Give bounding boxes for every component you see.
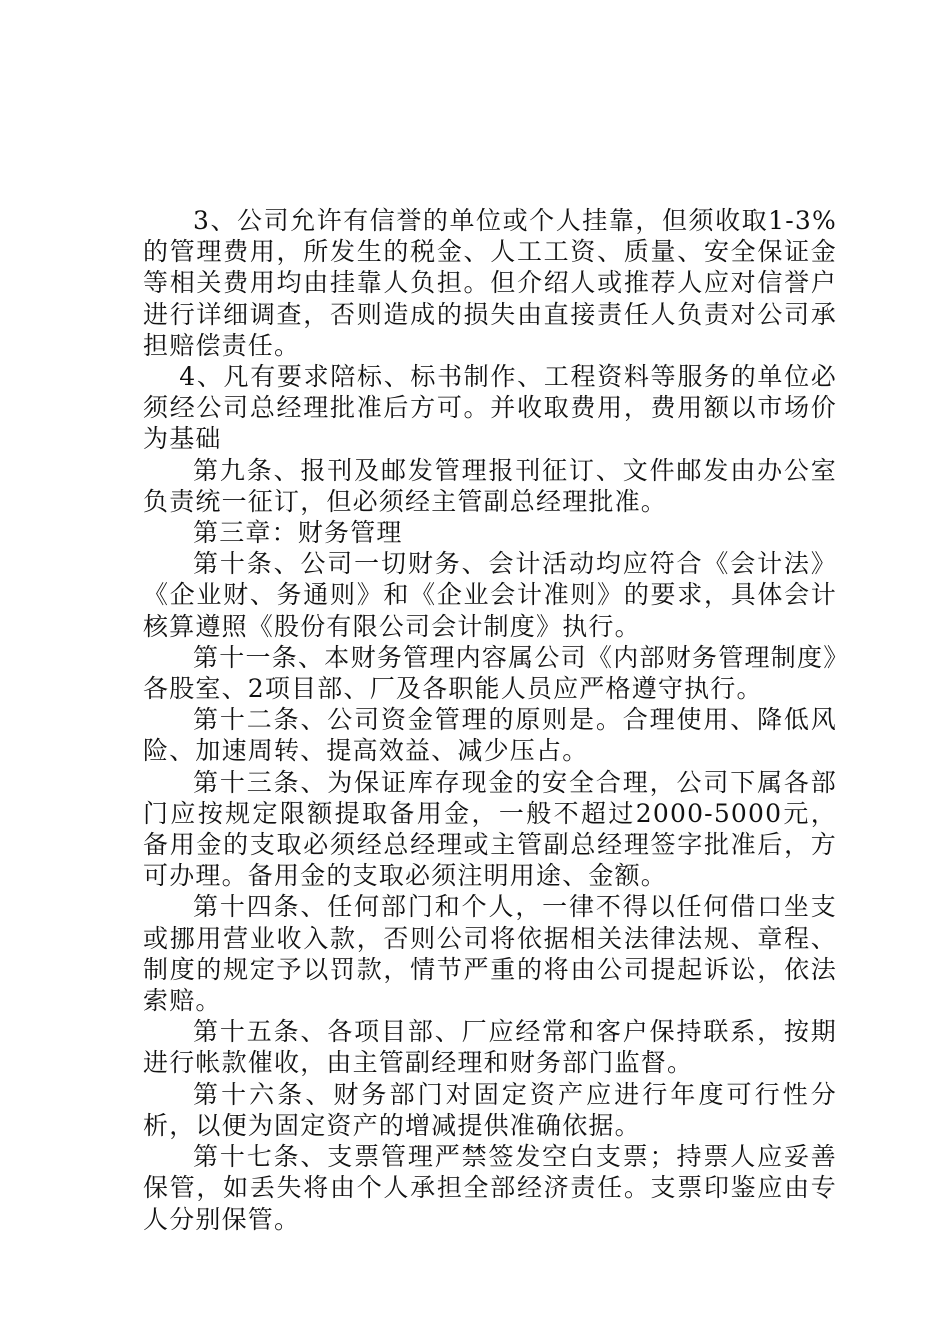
paragraph-article-14: 第十四条、任何部门和个人，一律不得以任何借口坐支或挪用营业收入款，否则公司将依据相关法律法规、章程、制度的规定予以罚款，情节严重的将由公司提起诉讼，依法索赔。 [143,892,837,1016]
paragraph-article-12: 第十二条、公司资金管理的原则是。合理使用、降低风险、加速周转、提高效益、减少压占。 [143,705,837,766]
chapter-heading: 第三章：财务管理 [193,518,403,548]
paragraph-article-10: 第十条、公司一切财务、会计活动均应符合《会计法》《企业财、务通则》和《企业会计准则》的要求，具体会计核算遵照《股份有限公司会计制度》执行。 [143,549,837,641]
paragraph-item-3: 3、公司允许有信誉的单位或个人挂靠，但须收取1-3%的管理费用，所发生的税金、人工工资、质量、安全保证金等相关费用均由挂靠人负担。但介绍人或推荐人应对信誉户进行详细调查，否则造成的损失由直接责任人负责对公司承担赔偿责任。 [143,206,837,360]
paragraph-article-13: 第十三条、为保证库存现金的安全合理，公司下属各部门应按规定限额提取备用金，一般不超过2000-5000元，备用金的支取必须经总经理或主管副总经理签字批准后，方可办理。备用金的支取必须注明用途、金额。 [143,767,837,891]
paragraph-article-11: 第十一条、本财务管理内容属公司《内部财务管理制度》各股室、2项目部、厂及各职能人员应严格遵守执行。 [143,642,837,704]
paragraph-article-15: 第十五条、各项目部、厂应经常和客户保持联系，按期进行帐款催收，由主管副经理和财务部门监督。 [143,1017,837,1078]
paragraph-article-16: 第十六条、财务部门对固定资产应进行年度可行性分析，以便为固定资产的增减提供准确依据。 [143,1079,837,1140]
paragraph-item-4: 4、凡有要求陪标、标书制作、工程资料等服务的单位必须经公司总经理批准后方可。并收取费用，费用额以市场价为基础 [143,362,837,454]
paragraph-article-17: 第十七条、支票管理严禁签发空白支票；持票人应妥善保管，如丢失将由个人承担全部经济责任。支票印鉴应由专人分别保管。 [143,1142,837,1234]
document-body [143,205,837,1235]
paragraph-article-9: 第九条、报刊及邮发管理报刊征订、文件邮发由办公室负责统一征订，但必须经主管副总经理批准。 [143,455,837,516]
